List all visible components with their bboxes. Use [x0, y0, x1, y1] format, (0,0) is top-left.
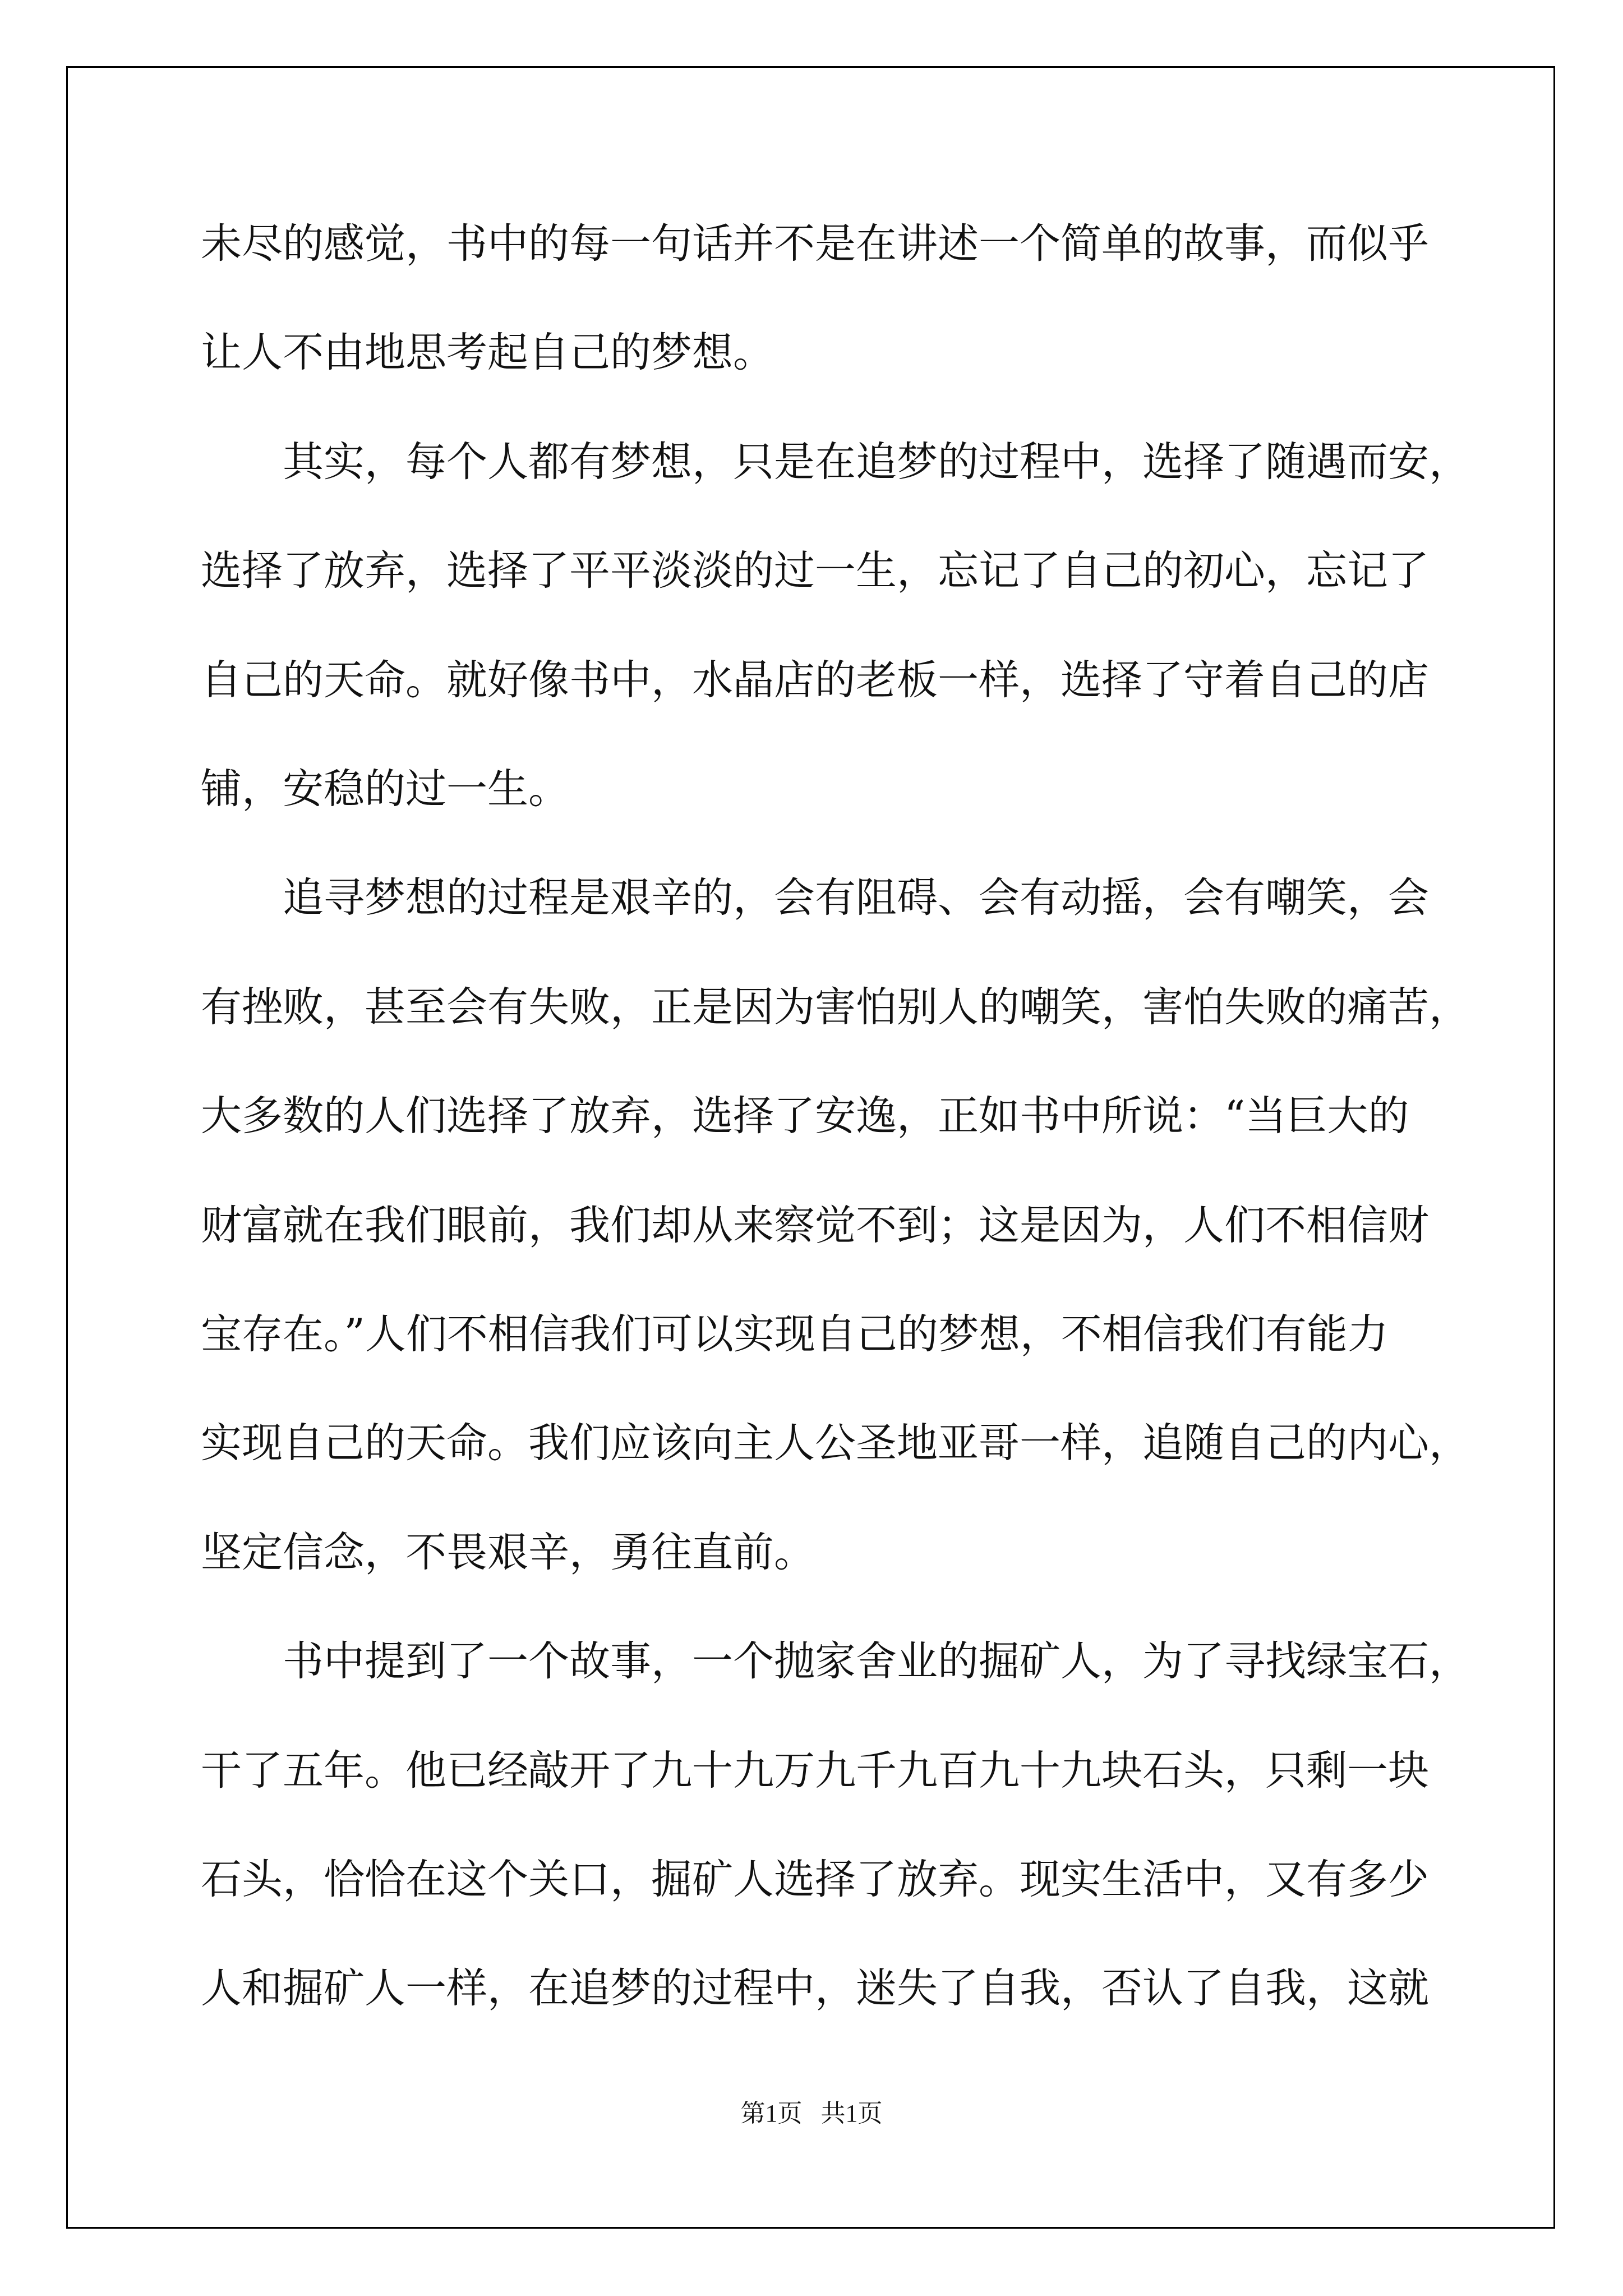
- text-line: 实现自己的天命。我们应该向主人公圣地亚哥一样，追随自己的内心，: [201, 1419, 1470, 1467]
- paragraph-start-line: 其实，每个人都有梦想，只是在追梦的过程中，选择了随遇而安，: [283, 438, 1470, 486]
- text-line: 干了五年。他已经敲开了九十九万九千九百九十九块石头，只剩一块: [201, 1747, 1429, 1795]
- page-number-footer: 第1页 共1页: [740, 2100, 883, 2127]
- text-line: 有挫败，甚至会有失败，正是因为害怕别人的嘲笑，害怕失败的痛苦，: [201, 983, 1470, 1031]
- paragraph-start-line: 追寻梦想的过程是艰辛的，会有阻碍、会有动摇，会有嘲笑，会: [283, 874, 1429, 922]
- text-line: 财富就在我们眼前，我们却从来察觉不到；这是因为，人们不相信财: [201, 1202, 1429, 1249]
- text-line: 未尽的感觉，书中的每一句话并不是在讲述一个简单的故事，而似乎: [201, 220, 1429, 268]
- text-line: 坚定信念，不畏艰辛，勇往直前。: [201, 1529, 815, 1576]
- text-line: 自己的天命。就好像书中，水晶店的老板一样，选择了守着自己的店: [201, 656, 1429, 704]
- text-line: 让人不由地思考起自己的梦想。: [201, 329, 774, 376]
- text-line: 铺，安稳的过一生。: [201, 765, 569, 813]
- paragraph-start-line: 书中提到了一个故事，一个抛家舍业的掘矿人，为了寻找绿宝石，: [283, 1637, 1470, 1685]
- text-line: 选择了放弃，选择了平平淡淡的过一生，忘记了自己的初心，忘记了: [201, 547, 1429, 595]
- text-line: 人和掘矿人一样，在追梦的过程中，迷失了自我，否认了自我，这就: [201, 1964, 1429, 2012]
- text-line: 宝存在。”人们不相信我们可以实现自己的梦想，不相信我们有能力: [201, 1310, 1389, 1358]
- text-line: 石头，恰恰在这个关口，掘矿人选择了放弃。现实生活中，又有多少: [201, 1856, 1429, 1903]
- text-line: 大多数的人们选择了放弃，选择了安逸，正如书中所说：“当巨大的: [201, 1092, 1409, 1140]
